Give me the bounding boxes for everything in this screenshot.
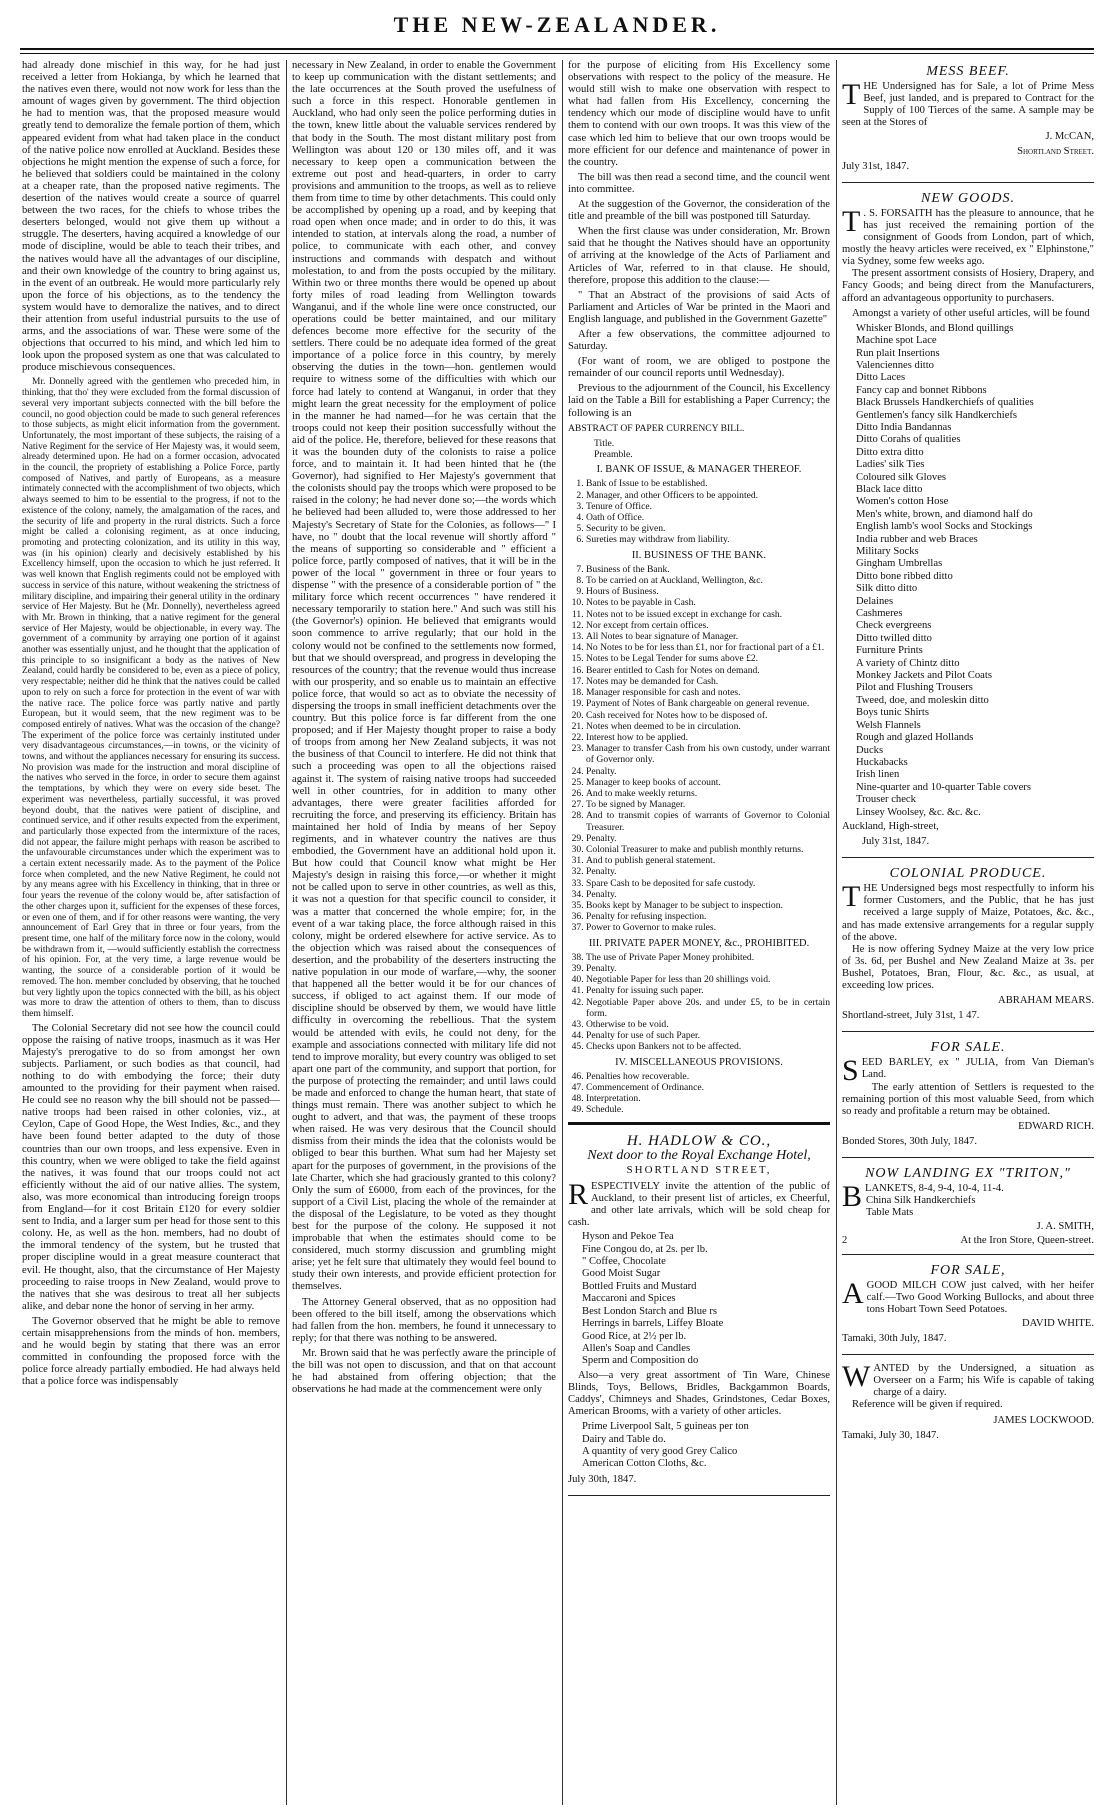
ad-seed-barley (842, 1036, 1094, 1158)
ad-new-goods (842, 187, 1094, 858)
section-heading: II. BUSINESS OF THE BANK. (631, 549, 767, 561)
list-item: Machine spot Lace (856, 335, 937, 347)
list-item: Pilot and Flushing Trousers (856, 682, 973, 694)
list-item: 49. Schedule. (586, 1104, 830, 1115)
list-item: 15. Notes to be Legal Tender for sums above £2. (586, 653, 830, 664)
list-item: 25. Manager to keep books of account. (586, 777, 830, 788)
ad-body: GOOD MILCH COW just calved, with her heifer calf.—Two Good Working Bullocks, and about three tons Hobart Town Seed Potatoes. (866, 1279, 1094, 1315)
list-item: Gingham Umbrellas (856, 558, 943, 570)
masthead: THE NEW-ZEALANDER. (393, 12, 721, 37)
list-item: Hyson and Pekoe Tea (582, 1231, 674, 1243)
list-item: Sperm and Composition do (582, 1355, 699, 1367)
ad-item-list (568, 1231, 830, 1367)
list-item: 9. Hours of Business. (586, 586, 830, 597)
list-item: Check evergreens (856, 620, 932, 632)
list-item: Good Moist Sugar (582, 1268, 661, 1280)
ad-body: Reference will be given if required. (852, 1399, 1003, 1411)
section-heading: IV. MISCELLANEOUS PROVISIONS. (615, 1056, 783, 1068)
list-item: 18. Manager responsible for cash and notes. (586, 687, 830, 698)
list-item: Gentlemen's fancy silk Handkerchiefs (856, 409, 1018, 421)
drop-cap: T (842, 880, 861, 914)
ad-title: FOR SALE, (930, 1262, 1006, 1278)
list-item: A quantity of very good Grey Calico (582, 1445, 738, 1457)
list-item: 41. Penalty for issuing such paper. (586, 985, 830, 996)
section-list (568, 1071, 830, 1116)
abstract-title: ABSTRACT OF PAPER CURRENCY BILL. (568, 422, 745, 434)
list-item: 32. Penalty. (586, 866, 830, 877)
list-item: 12. Nor except from certain offices. (586, 620, 830, 631)
list-item: Delaines (856, 595, 894, 607)
list-item: Trouser check (856, 794, 916, 806)
column-2 (292, 60, 556, 1805)
list-item: Linsey Woolsey, &c. &c. &c. (856, 806, 981, 818)
article-paragraph: Mr. Brown said that he was perfectly aware the principle of the bill was not open to discussion, and that on that account he had abstained from offering objection; that the observations he had made at the commencement were only (292, 1347, 556, 1396)
drop-cap: R (568, 1177, 589, 1211)
list-item: Welsh Flannels (856, 719, 921, 731)
list-item: Ladies' silk Ties (856, 459, 925, 471)
list-item: 43. Otherwise to be void. (586, 1019, 830, 1030)
column-divider (836, 60, 837, 1805)
list-item: 27. To be signed by Manager. (586, 799, 830, 810)
list-item: American Cotton Cloths, &c. (582, 1458, 707, 1470)
ad-address: At the Iron Store, Queen-street. (960, 1235, 1094, 1247)
ad-date: July 31st, 1847. (842, 160, 910, 172)
list-item: 10. Notes to be payable in Cash. (586, 597, 830, 608)
ad-body: The present assortment consists of Hosiery, Drapery, and Fancy Goods; and being direct from the Manufacturers, afford an advantageous opportunity to purchasers. (842, 268, 1094, 304)
drop-cap: T (842, 78, 861, 112)
list-item: Bottled Fruits and Mustard (582, 1280, 697, 1292)
list-item: Ditto Laces (856, 372, 906, 384)
list-item: Run plait Insertions (856, 347, 940, 359)
article-paragraph: " That an Abstract of the provisions of said Acts of Parliament and Articles of War be printed in the Maori and English language, and published in the Government Gazette" (568, 289, 830, 325)
ad-signature: EDWARD RICH. (1018, 1120, 1094, 1132)
column-divider (562, 60, 563, 1805)
list-item: Women's cotton Hose (856, 496, 949, 508)
list-item: 31. And to publish general statement. (586, 855, 830, 866)
ad-signature: J. McCAN, (1045, 131, 1094, 143)
list-item: 21. Notes when deemed to be in circulation. (586, 721, 830, 732)
list-item: English lamb's wool Socks and Stockings (856, 521, 1033, 533)
drop-cap: W (842, 1360, 871, 1394)
list-item: Irish linen (856, 769, 900, 781)
list-item: Coloured silk Gloves (856, 471, 947, 483)
list-item: Prime Liverpool Salt, 5 guineas per ton (582, 1421, 749, 1433)
ad-date: Shortland-street, July 31st, 1 47. (842, 1010, 980, 1022)
list-item: Cashmeres (856, 608, 903, 620)
article-paragraph: Mr. Donnelly agreed with the gentlemen who preceded him, in thinking, that tho' they were excluded from the formal discussion of several very important subjects connected with the bill before the council, no good objection could be made to such general references to those subjects, as might elicit information from the government. Unfortunately, the most important of these subjects, the raising of a Native Regiment for the service of Her Majesty was, it would seem, already determined upon. He had on a former occasion, advocated in the council, the propriety of establishing a Police Force, partly composed of Natives, and partly of Europeans, as a measure intimately connected with the accomplishment of two objects, which always seemed to him to be essential to the progress, if not to the existence of the colony, namely, the amalgamation of the races, and the security of life and property in the rural districts. Such a force might be called a colonising regiment, as at once inducing, promoting and protecting colonization, and its utility in this way, was (in his opinion) clearly and decisively established by his Excellency himself, upon the occasion to which he just referred. It was well known that English regiments could not be employed with success in service of this nature, without weakening the strictness of military discipline, and impairing their general utility in the ordinary service of Her Majesty. But he (Mr. Donnelly), nevertheless agreed with Mr. Brown in thinking, that a native regiment for the general service of Her Majesty, would be objectionable, in every way. The government of a community by arraying one portion of it against another was essentially unjust, and he thought that the application of this principle to so insignificant a body as the natives of New Zealand, could hardly be considered to be, even as a piece of policy, very respectable; neither did he think that the natives could be called upon to rely on such a force for protection in the event of war with the native race. The police force was partly native and partly European, but it would seem, that the new regiment was to be composed entirely of natives. What was the occasion of the change? The experiment of the police force was certainly instituted under very disadvantageous circumstances,—in towns, or the vicinity of towns, and without the appliances necessary for ensuring its success. No provision was made for the instruction and moral discipline of the natives who served in the force, in order to secure them against the temptations, by which they were on every side beset. The experiment was nevertheless, partially successful, it was proved beyond doubt, that the natives were patient of discipline, and continued service, and if other results expected from the experiment, and particularly those expected from the intermixture of the races, did not appear, the failure might perhaps with reason be ascribed to the unfavourable circumstances under which the experiment was to a certain extent necessarily made. As to the payment of the Police force when completed, and the new Native Regiment, he could not by any means agree with his Excellency in thinking, that in three or four years the revenue of the colony would be, after satisfaction of the other charges upon it, sufficient for the expenses of these forces, or even one of them, and if for other reasons were wanting, the very announcement of Earl Grey that in three or four years, from the present time, one half of the military force now in the colony, would be withdrawn from it, —would sufficiently establish the correctness of his opinion. For, at the very time, a large revenue would be wanting, the source of a considerable portion of it would be removed. The hon. member concluded by observing, that he touched but very lightly upon the topics connected with the bill, as his object was more to draw the attention of others to them, than to discuss them himself. (22, 377, 280, 1019)
ad-wanted (842, 1359, 1094, 1451)
ad-body: HE Undersigned has for Sale, a lot of Prime Mess Beef, just landed, and is prepared to Contract for the Supply of 100 Tierces of the same. A sample may be seen at the Stores of (842, 81, 1094, 129)
list-item: Ditto Corahs of qualities (856, 434, 961, 446)
list-item: 42. Negotiable Paper above 20s. and under £5, to be in certain form. (586, 997, 830, 1019)
list-item: 34. Penalty. (586, 889, 830, 900)
list-item: 20. Cash received for Notes how to be disposed of. (586, 710, 830, 721)
ad-body: EED BARLEY, ex " JULIA, from Van Dieman's Land. (861, 1057, 1094, 1081)
list-item: 7. Business of the Bank. (586, 564, 830, 575)
abstract-title-line: Title. (594, 437, 615, 449)
article-paragraph: The bill was then read a second time, and the council went into committee. (568, 171, 830, 195)
article-paragraph: When the first clause was under consideration, Mr. Brown said that he thought the Natives should have an opportunity of arriving at the knowledge of the Acts of Parliament and Articles of War, referred to in that clause. He should, therefore, propose this addition to the clause:— (568, 226, 830, 286)
list-item: 48. Interpretation. (586, 1093, 830, 1104)
ad-triton (842, 1162, 1094, 1255)
section-list (568, 478, 830, 545)
list-item: 29. Penalty. (586, 833, 830, 844)
ad-date: Bonded Stores, 30th July, 1847. (842, 1135, 977, 1147)
ad-date: July 31st, 1847. (862, 836, 930, 848)
ad-body: ESPECTIVELY invite the attention of the public of Auckland, to their present list of articles, ex Cheerful, and other late arrivals, which will be sold cheap for cash. (568, 1180, 830, 1229)
ad-title: COLONIAL PRODUCE. (889, 866, 1047, 882)
drop-cap: B (842, 1180, 863, 1214)
list-item: Silk ditto ditto (856, 583, 918, 595)
ad-title: NEW GOODS. (921, 190, 1015, 206)
ad-signature: J. A. SMITH, (1036, 1221, 1094, 1233)
column-4 (842, 60, 1094, 1805)
list-item: 19. Payment of Notes of Bank chargeable on general revenue. (586, 698, 830, 709)
column-1 (22, 60, 280, 1805)
section-list (568, 952, 830, 1053)
list-item: Good Rice, at 2½ per lb. (582, 1330, 687, 1342)
article-paragraph: The Attorney General observed, that as no opposition had been offered to the bill itself, among the observations which had fallen from the hon. members, he found it unnecessary to reply; for that there was nothing to be answered. (292, 1296, 556, 1344)
drop-cap: S (842, 1054, 859, 1088)
article-paragraph: had already done mischief in this way, for he had just received a letter from Hokianga, by which he learned that the natives even there, would not now work for less than the amount of wages given by government. The third objection he had to mention was, that the proposed measure would greatly tend to demoralize the female portion of them, which appeared evident from what had taken place in the conduct of the native police now enrolled at Auckland. Besides these objections he might mention the expense of such a force, for he believed that soldiers could be maintained in the colony at a cheaper rate, than the proposed native regiments. The desertion of the natives would create a source of quarrel between the two races, for the chiefs to whose tribes the deserters belonged, would not give them up without a struggle. The deserters, having acquired a knowledge of our mode of discipline, would be able to teach their tribes, and the natives would have all the advantages of our discipline, and their own knowledge of the country to bring against us, in the event of an outbreak. He would more particularly rely upon the force of his objections, as to the tendency the system would have to demoralize the natives, and to direct their attention from useful industrial pursuits to the use of arms, and the associations of war. These were some of the objections that occurred to his mind, and which led him to look upon the proposed system as one that was calculated to produce mischievous consequences. (22, 60, 280, 374)
ad-signature: JAMES LOCKWOOD. (993, 1414, 1094, 1426)
column-3 (568, 60, 830, 1805)
list-item: 47. Commencement of Ordinance. (586, 1082, 830, 1093)
list-item: Black Brussels Handkerchiefs of qualities (856, 397, 1034, 409)
ad-item: China Silk Handkerchiefs (866, 1195, 976, 1207)
masthead-rule (20, 48, 1094, 50)
list-item: 33. Spare Cash to be deposited for safe custody. (586, 878, 830, 889)
ad-address: Auckland, High-street, (842, 820, 939, 832)
masthead-rule-thin (20, 53, 1094, 54)
list-item: Valenciennes ditto (856, 359, 934, 371)
list-item: Ditto twilled ditto (856, 632, 932, 644)
list-item: Fancy cap and bonnet Ribbons (856, 384, 987, 396)
list-item: 3. Tenure of Office. (586, 501, 830, 512)
list-item: A variety of Chintz ditto (856, 657, 960, 669)
ad-date: Tamaki, July 30, 1847. (842, 1429, 939, 1441)
list-item: 24. Penalty. (586, 766, 830, 777)
list-item: Herrings in barrels, Liffey Bloate (582, 1318, 724, 1330)
list-item: Ducks (856, 744, 884, 756)
list-item: Ditto extra ditto (856, 446, 924, 458)
list-item: 37. Power to Governor to make rules. (586, 922, 830, 933)
list-item: 1. Bank of Issue to be established. (586, 478, 830, 489)
section-list (568, 564, 830, 934)
ad-body: He is now offering Sydney Maize at the very low price of 3s. 6d, per Bushel and New Zealand Maize at 3s. per Bushel, Potatoes, Bran, Flour, &c. &c., as usual, at exceeding low prices. (842, 943, 1094, 991)
list-item: Monkey Jackets and Pilot Coats (856, 670, 992, 682)
list-item: Whisker Blonds, and Blond quillings (856, 322, 1014, 334)
list-item: 44. Penalty for use of such Paper. (586, 1030, 830, 1041)
list-item: India rubber and web Braces (856, 533, 978, 545)
ad-item-list (568, 1421, 830, 1471)
list-item: Nine-quarter and 10-quarter Table covers (856, 781, 1031, 793)
article-paragraph: At the suggestion of the Governor, the consideration of the title and preamble of the bill was postponed till Saturday. (568, 199, 830, 223)
list-item: 38. The use of Private Paper Money prohibited. (586, 952, 830, 963)
list-item: Tweed, doe, and moleskin ditto (856, 694, 989, 706)
list-item: 11. Notes not to be issued except in exchange for cash. (586, 609, 830, 620)
list-item: 4. Oath of Office. (586, 512, 830, 523)
ad-body: LANKETS, 8-4, 9-4, 10-4, 11-4. (865, 1183, 1004, 1195)
ad-street: SHORTLAND STREET, (626, 1163, 772, 1176)
article-paragraph: (For want of room, we are obliged to postpone the remainder of our council reports until Wednesday). (568, 356, 830, 380)
abstract-preamble-line: Preamble. (594, 449, 633, 461)
list-item: Furniture Prints (856, 645, 923, 657)
list-item: Black lace ditto (856, 483, 923, 495)
list-item: 6. Sureties may withdraw from liability. (586, 534, 830, 545)
ad-body: Amongst a variety of other useful articles, will be found (852, 307, 1090, 319)
ad-body: ANTED by the Undersigned, a situation as Overseer on a Farm; his Wife is capable of taking charge of a dairy. (873, 1363, 1094, 1399)
section-heading: III. PRIVATE PAPER MONEY, &c., PROHIBITED. (588, 937, 810, 949)
section-rule (568, 1122, 830, 1125)
ad-colonial-produce (842, 862, 1094, 1032)
list-item: Huckabacks (856, 756, 908, 768)
ad-title: NOW LANDING EX "TRITON," (865, 1166, 1071, 1181)
list-item: Dairy and Table do. (582, 1433, 666, 1445)
ad-title: FOR SALE. (930, 1040, 1006, 1056)
ad-body: HE Undersigned begs most respectfully to inform his former Customers, and the Public, that he has just received a large supply of Maize, Potatoes, &c. &c., and has made extensive arrangements for a regular supply of the above. (842, 883, 1094, 943)
list-item: 39. Penalty. (586, 963, 830, 974)
list-item: Ditto India Bandannas (856, 421, 952, 433)
list-item: " Coffee, Chocolate (582, 1256, 666, 1268)
list-item: 26. And to make weekly returns. (586, 788, 830, 799)
ad-mess-beef (842, 60, 1094, 183)
list-item: 23. Manager to transfer Cash from his own custody, under warrant of Governor only. (586, 743, 830, 765)
article-paragraph: necessary in New Zealand, in order to enable the Government to keep up communication with the distant settlements; and the late occurrences at the South proved the usefulness of such a force in this respect. Honorable gentlemen in Auckland, who had only seen the police performing duties in the town, knew little about the valuable services rendered by that body in the South. The most distant military post from Wellington was about 120 or 130 miles off, and it was necessary to keep open a communication between the extreme out post and head-quarters, in order to carry provisions and ammunition to the troops, as well as to relieve them from time to time by other detachments. This could only be accomplished by opening up a road, and by keeping that road open when once made; and in order to do this, it was intended to station, at intervals along the road, a number of police, to communicate with each other, and convey instructions and commands with despatch and without molestation, to and from the posts occupied by the military. Within two or three months there would be opened up about forty miles of road leading from Wellington towards Wanganui, and if the whole line were once constructed, our operations could be better maintained, and our military defences become more effective for the security of the settlers. There could be no adequate idea formed of the great importance of a police force in this country, by merely observing the duties in the town—hon. gentlemen would require to witness some of the difficulties with which our force had lately to contend at Wanganui, in order that they might learn the great necessity for the employment of police in the manner he had named—for he was certain that the troops could not keep their position successfully without the aid of the police. He, therefore, believed for these reasons that it was the bounden duty of the colonists to raise a police force, and to maintain it. It had been hinted that he (the Governor), had signified to Her Majesty's government that the colonists should pay the troops which were proposed to be raised in the colony; he had never done so;—the words which he believed had been alluded to, were those addressed to her Majesty's Secretary of State for the Colonies, as follows—" I have, no " doubt that the local revenue will shortly afford " the means of supporting so considerable and " efficient a police force, partly composed of natives, that it will be in the power of the local " government in three or four years to dispense " with the presence of a considerable portion of " the military force which recent occurrences " have rendered it necessary temporarily to station here." And such was still his (the Governor's) opinion. He believed that emigrants would soon commence to arrive regularly; that our hold in the colony would not be confined to the settlements now formed, but that we should overspread, and progress in developing the resources of the country; that the revenue would thus increase with our prosperity, and so enable us to maintain an effective police force, that would so act as to obviate the necessity of dispersing the troops in small inefficient detachments over the country. But this police force is far different from the one proposed; and if Her Majesty thought proper to raise a body of troops from among her New Zealand subjects, it was not the business of that Council to interfere. He did not think that such a proceeding was open to all the objections raised against it. The system of raising native troops had succeeded well in other countries, for in addition to many other advantages, there were greater facilities afforded for recruiting the force, and preserving its efficiency. Britain has maintained her hold of India by means of her Sepoy regiments, and in whatever country the natives are thus embodied, the Government have an additional hold upon it. But how could that Council know what might be Her Majesty's design in raising this force,—or whether it might not be called upon to serve in other countries, as well as this, it was not a question for that specific council to consider, it was a matter that concerned the whole empire; for, in the event of a war taking place, the force although raised in this colony, might be ordered elsewhere for active service. As to the objection which was raised about the consequences of desertion, and the probability of the deserters instructing the native population in our mode of warfare,—why, the sooner that happened all the better would it be for our chances of success, if obliged to act against them. If our mode of discipline should be observed by them, we would have little difficulty in overcoming the rebellious. That the system would be attended with evils, he could not deny, for the example and associations connected with military life did not tend to improve morality, but every country was obliged to set apart one part of the community, and support that portion, for the purpose of protecting the remainder; and until laws could be made and enforced to change the human heart, that state of things must remain. There was another subject to which he ought to advert, and that was, the payment of these troops when raised. He was very desirous that the Council should dismiss from their minds the idea that the colonists would be obliged to bear this burthen. What sum had her Majesty set apart for the purposes of government, in the provisions of the late Charter, which she had graciously granted to this colony? Only the sum of £6000, from each of the provinces, for the support of a Civil List, placing the whole of the remainder at the disposal of the Legislature, to be voted as they thought best for the purpose of the colony. He supposed it not improbable that when the estimates should come to be considered, much stormy discussion and grumbling might arise; yet he felt sure that ultimately they would feel bound to study their own interests, and provide efficient protection for themselves. (292, 60, 556, 1293)
article-paragraph: Previous to the adjournment of the Council, his Excellency laid on the Table a Bill for establishing a Paper Currency; the following is an (568, 383, 830, 419)
ad-address: Shortland Street. (1017, 145, 1094, 157)
list-item: Best London Starch and Blue rs (582, 1305, 718, 1317)
list-item: Boys tunic Shirts (856, 707, 929, 719)
ad-signature: DAVID WHITE. (1022, 1317, 1094, 1329)
ad-item-list (842, 323, 1094, 819)
list-item: 13. All Notes to bear signature of Manager. (586, 631, 830, 642)
list-item: 46. Penalties how recoverable. (586, 1071, 830, 1082)
list-item: Ditto bone ribbed ditto (856, 570, 953, 582)
ad-number: 2 (842, 1235, 848, 1247)
list-item: Maccaroni and Spices (582, 1293, 676, 1305)
list-item: Men's white, brown, and diamond half do (856, 508, 1033, 520)
list-item: 16. Bearer entitled to Cash for Notes on demand. (586, 665, 830, 676)
article-paragraph: for the purpose of eliciting from His Excellency some observations with respect to the policy of the measure. He would still wish to make one observation with respect to what had fallen from His Excellency, concerning the tendency which our mode of discipline would have to unfit them to contend with our own troops. It was this view of the case which led him to believe that our own troops would be more efficient for our defence and maintenance of power in the country. (568, 60, 830, 168)
ad-body: The early attention of Settlers is requested to the remaining portion of this most valuable Seed, from which so ready and profitable a return may be obtained. (842, 1081, 1094, 1117)
ad-body: Also—a very great assortment of Tin Ware, Chinese Blinds, Toys, Bellows, Bridles, Backgammon Boards, Caddys', Chimneys and Shades, Grindstones, Cedar Boxes, American Brooms, with a variety of other articles. (568, 1369, 830, 1418)
ad-date: Tamaki, 30th July, 1847. (842, 1333, 947, 1345)
ad-body: . S. FORSAITH has the pleasure to announce, that he has just received the remaining portion of the consignment of Goods from London, part of which, mostly the heavy articles were received, ex " Elphinstone," via Sydney, some few weeks ago. (842, 207, 1094, 268)
section-heading: I. BANK OF ISSUE, & MANAGER THEREOF. (596, 464, 802, 476)
list-item: Rough and glazed Hollands (856, 732, 974, 744)
ad-milch-cow (842, 1259, 1094, 1356)
ad-item: Table Mats (866, 1207, 914, 1219)
ad-title: H. HADLOW & CO., (626, 1132, 772, 1149)
list-item: 17. Notes may be demanded for Cash. (586, 676, 830, 687)
list-item: 45. Checks upon Bankers not to be affected. (586, 1041, 830, 1052)
list-item: 2. Manager, and other Officers to be appointed. (586, 490, 830, 501)
list-item: Military Socks (856, 546, 919, 557)
list-item: 14. No Notes to be for less than £1, nor for fractional part of a £1. (586, 642, 830, 653)
ad-signature: ABRAHAM MEARS. (998, 995, 1094, 1007)
article-paragraph: The Colonial Secretary did not see how the council could oppose the raising of native troops, inasmuch as it was Her Majesty's prerogative to do so from amongst her own subjects. Parliament, or such bodies as that council, had nothing to do with embodying the force; their duty amounted to the providing for their payment when raised. He could see no reason why the bill should not be passed—native troops had been raised in other colonies, viz., at Ceylon, Cape of Good Hope, the West Indies, &c., and they have been found better adapted to the duty of those countries than our own troops, and less expensive. Even in this country, when we were obliged to take the field against the natives, it was found that our troops could not act efficiently without the aid of our native allies. The system, also, was more economical than introducing foreign troops from England—for it cost Britain £120 for every soldier sent to India, and a larger sum per head for those sent to this colony. He, as well as the hon. members, had no doubt of the immoral tendency of the system, but he trusted that proper discipline would in a great measure counteract that evil. He thought, also, that the circumstance of Her Majesty proceeding to raise troops in New Zealand, would prove to the natives that she was desirous to treat all her subjects alike, and debar none the honor of serving in her army. (22, 1022, 280, 1312)
ad-date: July 30th, 1847. (568, 1473, 637, 1485)
list-item: 36. Penalty for refusing inspection. (586, 911, 830, 922)
ad-subtitle: Next door to the Royal Exchange Hotel, (587, 1147, 811, 1163)
list-item: 40. Negotiable Paper for less than 20 shillings void. (586, 974, 830, 985)
list-item: 22. Interest how to be applied. (586, 732, 830, 743)
list-item: 8. To be carried on at Auckland, Wellington, &c. (586, 575, 830, 586)
list-item: 30. Colonial Treasurer to make and publish monthly returns. (586, 844, 830, 855)
list-item: 35. Books kept by Manager to be subject to inspection. (586, 900, 830, 911)
article-paragraph: The Governor observed that he might be able to remove certain misapprehensions from the minds of hon. members, and he would begin by stating that there was an error committed in confounding the proposed force with the police force already partially embodied. He had always held that a police force was indispensably (22, 1315, 280, 1388)
drop-cap: A (842, 1276, 864, 1310)
list-item: Allen's Soap and Candles (582, 1342, 691, 1354)
ad-hadlow (568, 1129, 830, 1496)
list-item: 28. And to transmit copies of warrants of Governor to Colonial Treasurer. (586, 810, 830, 832)
article-paragraph: After a few observations, the committee adjourned to Saturday. (568, 328, 830, 353)
column-divider (286, 60, 287, 1805)
currency-bill-abstract (568, 423, 830, 1116)
list-item: Fine Congou do, at 2s. per lb. (582, 1243, 708, 1255)
list-item: 5. Security to be given. (586, 523, 830, 534)
drop-cap: T (842, 204, 861, 238)
ad-title: MESS BEEF. (926, 64, 1010, 79)
